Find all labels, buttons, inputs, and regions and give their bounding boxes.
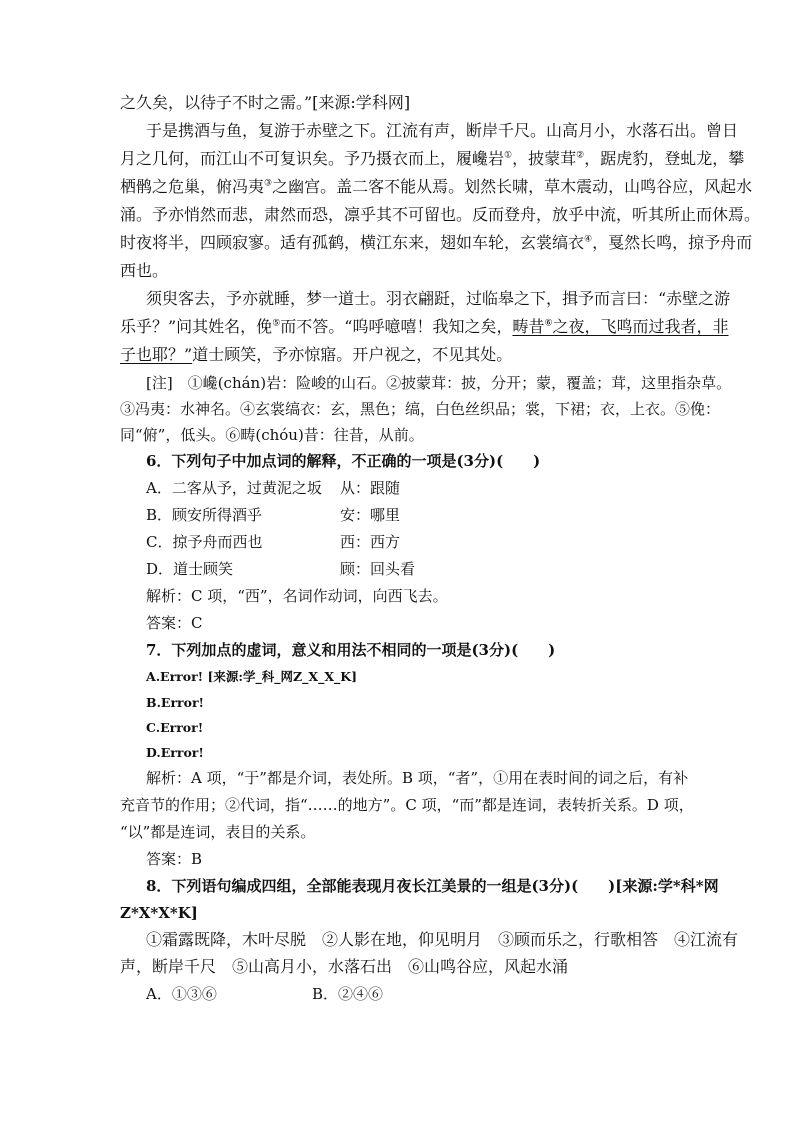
note-line: 同“俯”，低头。⑥畴(chóu)昔：往昔，从前。 xyxy=(120,426,424,444)
passage-line: 于是携酒与鱼，复游于赤壁之下。江流有声，断岸千尺。山高月小，水落石出。曾日 xyxy=(146,121,739,140)
question-stem: 7．下列加点的虚词，意义和用法不相同的一项是(3分)( ) xyxy=(146,641,556,659)
analysis-text: “以”都是连词，表目的关系。 xyxy=(120,823,316,841)
footnote-marker: ④ xyxy=(584,234,593,245)
passage-line: 之久矣，以待子不时之需。”[来源:学科网] xyxy=(120,93,411,112)
answer-text: 答案：C xyxy=(146,614,203,632)
option-row: B．顾安所得酒乎 安：哪里 xyxy=(146,506,401,524)
item-line: 声，断岸千尺 ⑤山高月小，水落石出 ⑥山鸣谷应，风起水涌 xyxy=(120,957,569,976)
analysis-text: 解析：C 项，“西”，名词作动词，向西飞去。 xyxy=(146,587,448,605)
passage-line: 月之几何，而江山不可复识矣。予乃摄衣而上，履巉岩①，披蒙茸②，踞虎豹，登虬龙，攀 xyxy=(120,149,745,168)
item-line: ①霜露既降，木叶尽脱 ②人影在地，仰见明月 ③顾而乐之，行歌相答 ④江流有 xyxy=(146,930,739,949)
question-stem: Z*X*X*K] xyxy=(120,904,198,922)
passage-line: 乐乎？”问其姓名，俛⑤而不答。“呜呼噫嘻！我知之矣，畴昔⑥之夜，飞鸣而过我者，非 xyxy=(120,317,729,336)
option-row: B.Error! xyxy=(146,695,205,710)
option-row: C.Error! xyxy=(146,720,204,735)
underlined-sentence: 畴昔⑥之夜，飞鸣而过我者，非 xyxy=(512,317,729,336)
analysis-text: 充音节的作用；②代词，指“……的地方”。C 项，“而”都是连词，表转折关系。D 项， xyxy=(120,796,694,814)
passage-line: 西也。 xyxy=(120,261,169,280)
question-stem: 8．下列语句编成四组，全部能表现月夜长江美景的一组是(3分)( )[来源:学*科*网 xyxy=(146,877,719,895)
note-line: ③冯夷：水神名。④玄裳缟衣：玄，黑色；缟，白色丝织品；裳，下裙；衣，上衣。⑤俛： xyxy=(120,400,721,418)
passage-line: 涌。予亦悄然而悲，肃然而恐，凛乎其不可留也。反而登舟，放乎中流，听其所止而休焉。 xyxy=(120,205,761,224)
option-row: A．二客从予，过黄泥之坂 从：跟随 xyxy=(146,479,401,497)
answer-text: 答案：B xyxy=(146,850,203,868)
analysis-text: 解析：A 项，“于”都是介词，表处所。B 项，“者”，①用在表时间的词之后，有补 xyxy=(146,769,689,787)
option-row: C．掠予舟而西也 西：西方 xyxy=(146,533,401,551)
option-row: D．道士顾笑 顾：回头看 xyxy=(146,560,416,578)
footnote-marker: ③ xyxy=(264,178,273,189)
passage-line: 栖鹘之危巢，俯冯夷③之幽宫。盖二客不能从焉。划然长啸，草木震动，山鸣谷应，风起水 xyxy=(120,177,753,196)
question-stem: 6．下列句子中加点词的解释，不正确的一项是(3分)( ) xyxy=(146,452,541,470)
option-row: A.Error! [来源:学_科_网Z_X_X_K] xyxy=(146,669,358,684)
underlined-sentence: 子也耶？” xyxy=(120,345,193,364)
option-row: A．①③⑥ B．②④⑥ xyxy=(146,985,384,1003)
footnote-marker: ① xyxy=(504,150,513,161)
footnote-marker: ② xyxy=(576,150,585,161)
passage-line: 须臾客去，予亦就睡，梦一道士。羽衣翩跹，过临皋之下，揖予而言曰：“赤壁之游 xyxy=(146,289,731,308)
option-row: D.Error! xyxy=(146,745,204,760)
note-line: [注] ①巉(chán)岩：险峻的山石。②披蒙茸：披，分开；蒙，覆盖；茸，这里指杂草。 xyxy=(146,374,732,392)
footnote-marker: ⑤ xyxy=(272,318,281,329)
passage-line: 时夜将半，四顾寂寥。适有孤鹤，横江东来，翅如车轮，玄裳缟衣④，戛然长鸣，掠予舟而 xyxy=(120,233,753,252)
passage-line: 子也耶？”道士顾笑，予亦惊寤。开户视之，不见其处。 xyxy=(120,345,513,364)
